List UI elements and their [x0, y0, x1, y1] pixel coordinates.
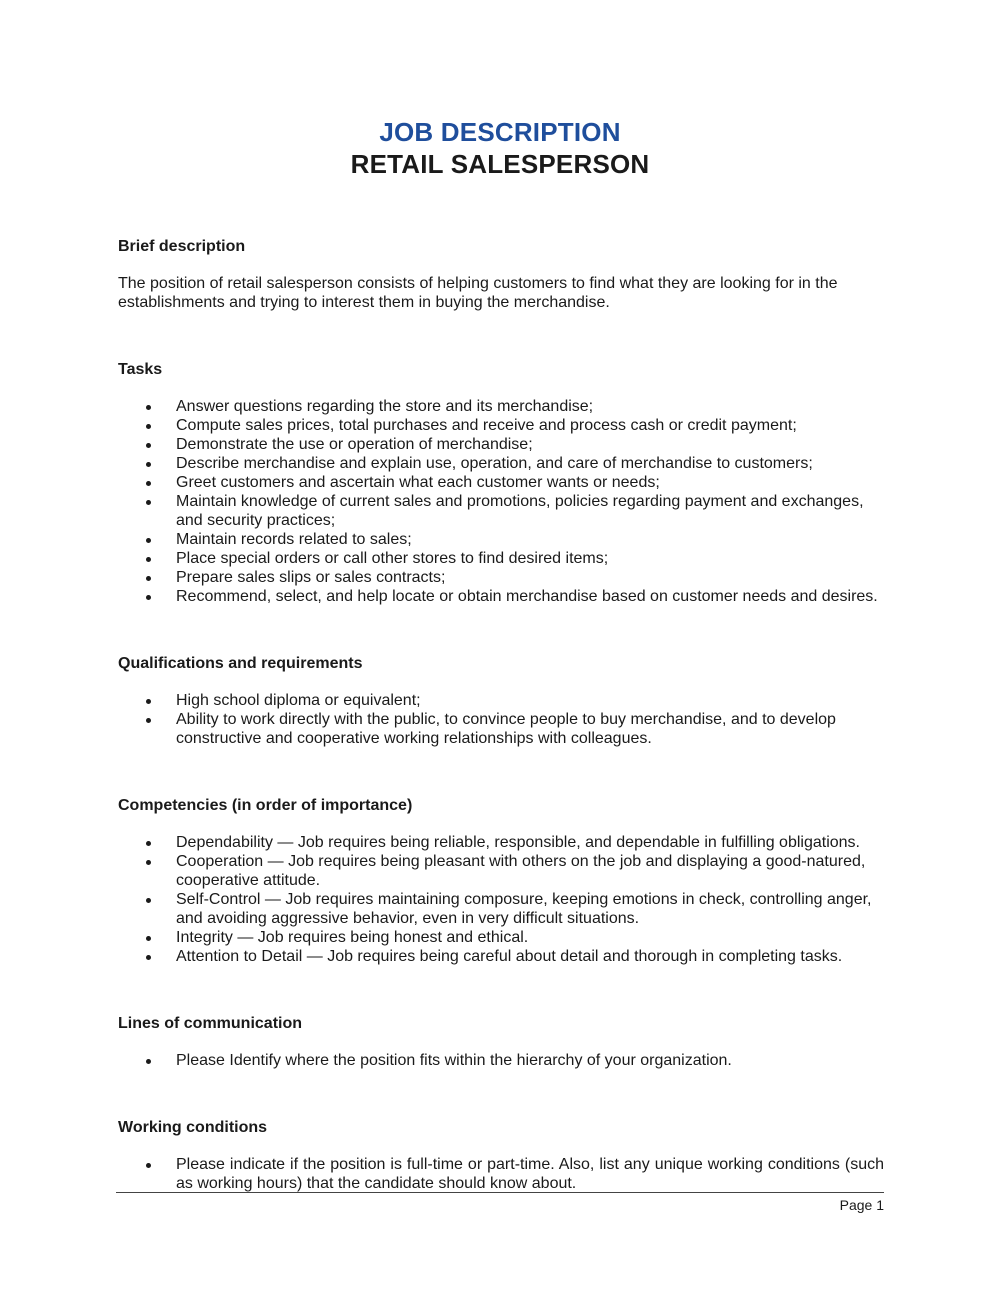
- section-lines-of-communication: [118, 1013, 884, 1070]
- list-item: [118, 492, 884, 530]
- bullet-icon: [146, 576, 151, 581]
- section-heading: Qualifications and requirements: [118, 655, 363, 672]
- working-conditions-list: [118, 1155, 884, 1193]
- list-item-text: Demonstrate the use or operation of merchandise;: [176, 436, 533, 453]
- brief-description-text: The position of retail salesperson consists of helping customers to find what they are looking for in the establishments and trying to interest them in buying the merchandise.: [118, 275, 838, 311]
- list-item: [118, 549, 884, 568]
- list-item: [118, 530, 884, 549]
- bullet-icon: [146, 557, 151, 562]
- bullet-icon: [146, 1163, 151, 1168]
- list-item: [118, 852, 884, 890]
- list-item-text: Attention to Detail — Job requires being careful about detail and thorough in completing tasks.: [176, 948, 843, 965]
- section-heading: Competencies (in order of importance): [118, 797, 413, 814]
- section-heading: Tasks: [118, 361, 163, 378]
- list-item-text: Please indicate if the position is full-time or part-time. Also, list any unique working conditions (such as working hours) that the candidate should know about.: [176, 1156, 884, 1192]
- bullet-icon: [146, 841, 151, 846]
- list-item-text: Describe merchandise and explain use, operation, and care of merchandise to customers;: [176, 455, 813, 472]
- list-item-text: Maintain records related to sales;: [176, 531, 412, 548]
- list-item: [118, 473, 884, 492]
- section-qualifications: [118, 653, 884, 748]
- footer-divider: [116, 1192, 884, 1193]
- tasks-list: [118, 397, 884, 606]
- bullet-icon: [146, 481, 151, 486]
- list-item-text: Prepare sales slips or sales contracts;: [176, 569, 446, 586]
- bullet-icon: [146, 595, 151, 600]
- list-item-text: Self-Control — Job requires maintaining composure, keeping emotions in check, controlling anger, and avoiding aggressive behavior, even in very difficult situations.: [176, 891, 872, 927]
- list-item: [118, 710, 884, 748]
- page-number: Page 1: [839, 1197, 884, 1213]
- bullet-icon: [146, 955, 151, 960]
- bullet-icon: [146, 462, 151, 467]
- document-subtitle: RETAIL SALESPERSON: [350, 149, 650, 179]
- bullet-icon: [146, 405, 151, 410]
- competencies-list: [118, 833, 884, 966]
- list-item-text: Answer questions regarding the store and its merchandise;: [176, 398, 594, 415]
- section-tasks: [118, 359, 884, 606]
- list-item-text: Compute sales prices, total purchases and receive and process cash or credit payment;: [176, 417, 797, 434]
- list-item-text: Please Identify where the position fits within the hierarchy of your organization.: [176, 1052, 732, 1069]
- list-item-text: Maintain knowledge of current sales and promotions, policies regarding payment and exchanges, and security practices;: [176, 493, 864, 529]
- bullet-icon: [146, 500, 151, 505]
- list-item: [118, 947, 884, 966]
- document-title: JOB DESCRIPTION: [379, 117, 621, 147]
- list-item: [118, 890, 884, 928]
- list-item: [118, 587, 884, 606]
- bullet-icon: [146, 699, 151, 704]
- list-item: [118, 928, 884, 947]
- section-brief-description: [118, 236, 884, 312]
- list-item: [118, 435, 884, 454]
- section-heading: Working conditions: [118, 1119, 268, 1136]
- list-item-text: Integrity — Job requires being honest and ethical.: [176, 929, 529, 946]
- list-item-text: Recommend, select, and help locate or obtain merchandise based on customer needs and desires.: [176, 588, 878, 605]
- bullet-icon: [146, 898, 151, 903]
- list-item: [118, 416, 884, 435]
- communication-list: [118, 1051, 884, 1070]
- section-heading: Brief description: [118, 238, 246, 255]
- list-item-text: Place special orders or call other stores to find desired items;: [176, 550, 609, 567]
- list-item: [118, 1155, 884, 1193]
- list-item-text: Greet customers and ascertain what each customer wants or needs;: [176, 474, 660, 491]
- list-item: [118, 454, 884, 473]
- list-item: [118, 833, 884, 852]
- list-item: [118, 691, 884, 710]
- list-item-text: Ability to work directly with the public, to convince people to buy merchandise, and to develop constructive and cooperative working relationships with colleagues.: [176, 711, 836, 747]
- list-item: [118, 1051, 884, 1070]
- document-body: [118, 236, 884, 1193]
- list-item-text: Cooperation — Job requires being pleasant with others on the job and displaying a good-natured, cooperative attitude.: [176, 853, 866, 889]
- section-working-conditions: [118, 1117, 884, 1193]
- bullet-icon: [146, 424, 151, 429]
- section-heading: Lines of communication: [118, 1015, 303, 1032]
- list-item: [118, 397, 884, 416]
- bullet-icon: [146, 1059, 151, 1064]
- bullet-icon: [146, 718, 151, 723]
- list-item-text: Dependability — Job requires being reliable, responsible, and dependable in fulfilling obligations.: [176, 834, 860, 851]
- section-competencies: [118, 795, 884, 966]
- list-item-text: High school diploma or equivalent;: [176, 692, 421, 709]
- bullet-icon: [146, 443, 151, 448]
- list-item: [118, 568, 884, 587]
- bullet-icon: [146, 936, 151, 941]
- bullet-icon: [146, 860, 151, 865]
- bullet-icon: [146, 538, 151, 543]
- qualifications-list: [118, 691, 884, 748]
